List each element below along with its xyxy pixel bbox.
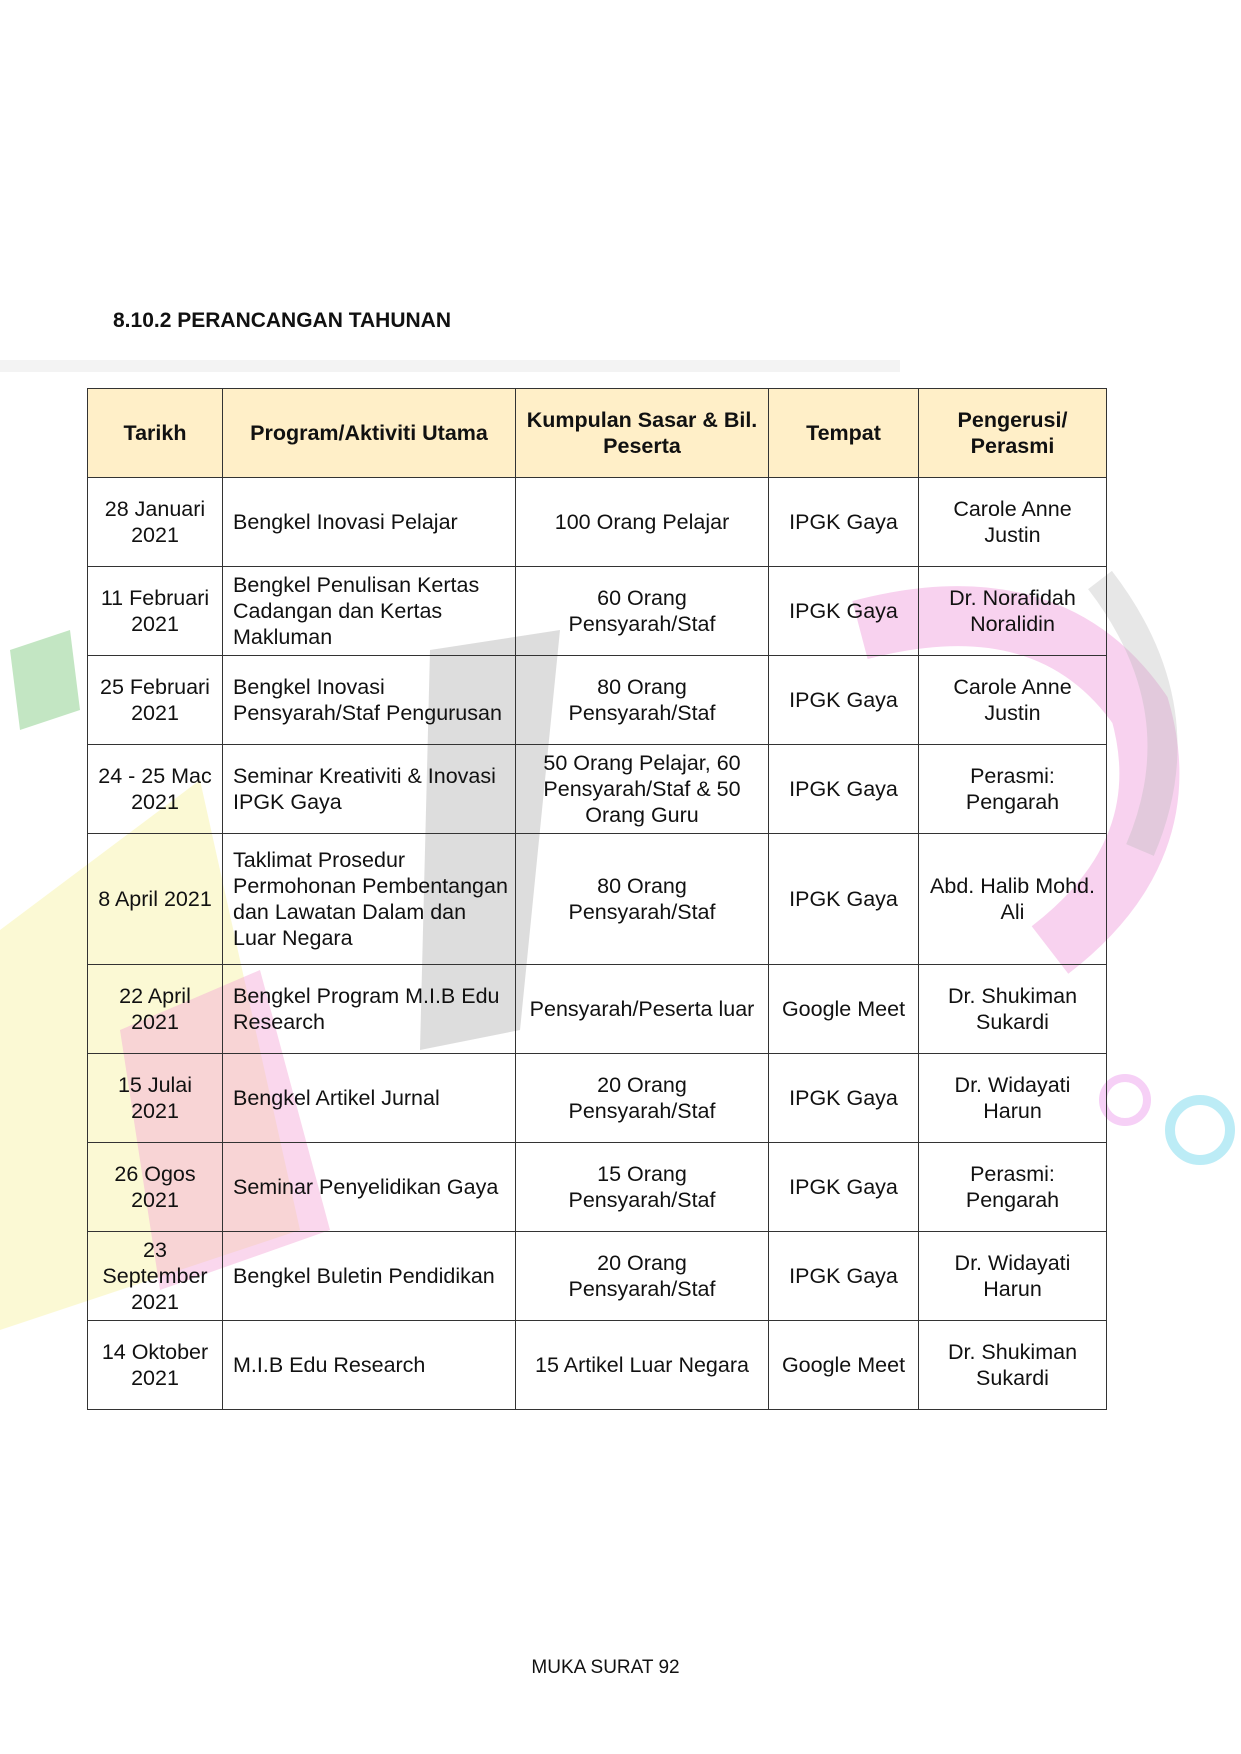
table-row [88, 478, 1107, 567]
table-row [88, 1143, 1107, 1232]
date-cell: 23 September 2021 [88, 1232, 223, 1321]
date-cell: 14 Oktober 2021 [88, 1321, 223, 1410]
program-cell: Bengkel Program M.I.B Edu Research [223, 965, 516, 1054]
venue-cell: Google Meet [769, 965, 919, 1054]
program-cell: Bengkel Inovasi Pensyarah/Staf Pengurusan [223, 656, 516, 745]
program-cell: Seminar Penyelidikan Gaya [223, 1143, 516, 1232]
target-group-cell: 60 Orang Pensyarah/Staf [516, 567, 769, 656]
chair-cell: Carole Anne Justin [919, 656, 1107, 745]
section-title: 8.10.2 PERANCANGAN TAHUNAN [113, 309, 451, 332]
date-cell: 11 Februari 2021 [88, 567, 223, 656]
header-program: Program/Aktiviti Utama [223, 389, 516, 478]
program-cell: Bengkel Buletin Pendidikan [223, 1232, 516, 1321]
program-cell: Bengkel Inovasi Pelajar [223, 478, 516, 567]
table-header-row [88, 389, 1107, 478]
date-cell: 15 Julai 2021 [88, 1054, 223, 1143]
header-chair: Pengerusi/ Perasmi [919, 389, 1107, 478]
target-group-cell: 15 Orang Pensyarah/Staf [516, 1143, 769, 1232]
venue-cell: IPGK Gaya [769, 834, 919, 965]
date-cell: 28 Januari 2021 [88, 478, 223, 567]
program-cell: Bengkel Artikel Jurnal [223, 1054, 516, 1143]
target-group-cell: 20 Orang Pensyarah/Staf [516, 1232, 769, 1321]
table-row [88, 965, 1107, 1054]
header-target-group: Kumpulan Sasar & Bil. Peserta [516, 389, 769, 478]
date-cell: 8 April 2021 [88, 834, 223, 965]
table-row [88, 1321, 1107, 1410]
chair-cell: Perasmi: Pengarah [919, 1143, 1107, 1232]
program-cell: M.I.B Edu Research [223, 1321, 516, 1410]
chair-cell: Abd. Halib Mohd. Ali [919, 834, 1107, 965]
chair-cell: Dr. Shukiman Sukardi [919, 965, 1107, 1054]
chair-cell: Dr. Widayati Harun [919, 1054, 1107, 1143]
venue-cell: IPGK Gaya [769, 567, 919, 656]
chair-cell: Carole Anne Justin [919, 478, 1107, 567]
header-date: Tarikh [88, 389, 223, 478]
page-number: MUKA SURAT 92 [531, 1657, 680, 1678]
target-group-cell: Pensyarah/Peserta luar [516, 965, 769, 1054]
chair-cell: Dr. Shukiman Sukardi [919, 1321, 1107, 1410]
chair-cell: Dr. Widayati Harun [919, 1232, 1107, 1321]
venue-cell: Google Meet [769, 1321, 919, 1410]
target-group-cell: 15 Artikel Luar Negara [516, 1321, 769, 1410]
table-row [88, 834, 1107, 965]
table-row [88, 567, 1107, 656]
venue-cell: IPGK Gaya [769, 478, 919, 567]
program-cell: Taklimat Prosedur Permohonan Pembentangan dan Lawatan Dalam dan Luar Negara [223, 834, 516, 965]
target-group-cell: 50 Orang Pelajar, 60 Pensyarah/Staf & 50 Orang Guru [516, 745, 769, 834]
venue-cell: IPGK Gaya [769, 1054, 919, 1143]
date-cell: 24 - 25 Mac 2021 [88, 745, 223, 834]
target-group-cell: 80 Orang Pensyarah/Staf [516, 834, 769, 965]
date-cell: 25 Februari 2021 [88, 656, 223, 745]
program-cell: Bengkel Penulisan Kertas Cadangan dan Kertas Makluman [223, 567, 516, 656]
venue-cell: IPGK Gaya [769, 656, 919, 745]
chair-cell: Dr. Norafidah Noralidin [919, 567, 1107, 656]
target-group-cell: 20 Orang Pensyarah/Staf [516, 1054, 769, 1143]
chair-cell: Perasmi: Pengarah [919, 745, 1107, 834]
venue-cell: IPGK Gaya [769, 1143, 919, 1232]
venue-cell: IPGK Gaya [769, 745, 919, 834]
table-row [88, 1054, 1107, 1143]
table-row [88, 1232, 1107, 1321]
table-row [88, 656, 1107, 745]
program-cell: Seminar Kreativiti & Inovasi IPGK Gaya [223, 745, 516, 834]
target-group-cell: 80 Orang Pensyarah/Staf [516, 656, 769, 745]
venue-cell: IPGK Gaya [769, 1232, 919, 1321]
table-row [88, 745, 1107, 834]
target-group-cell: 100 Orang Pelajar [516, 478, 769, 567]
annual-plan-table [87, 388, 1107, 1410]
header-venue: Tempat [769, 389, 919, 478]
date-cell: 22 April 2021 [88, 965, 223, 1054]
date-cell: 26 Ogos 2021 [88, 1143, 223, 1232]
